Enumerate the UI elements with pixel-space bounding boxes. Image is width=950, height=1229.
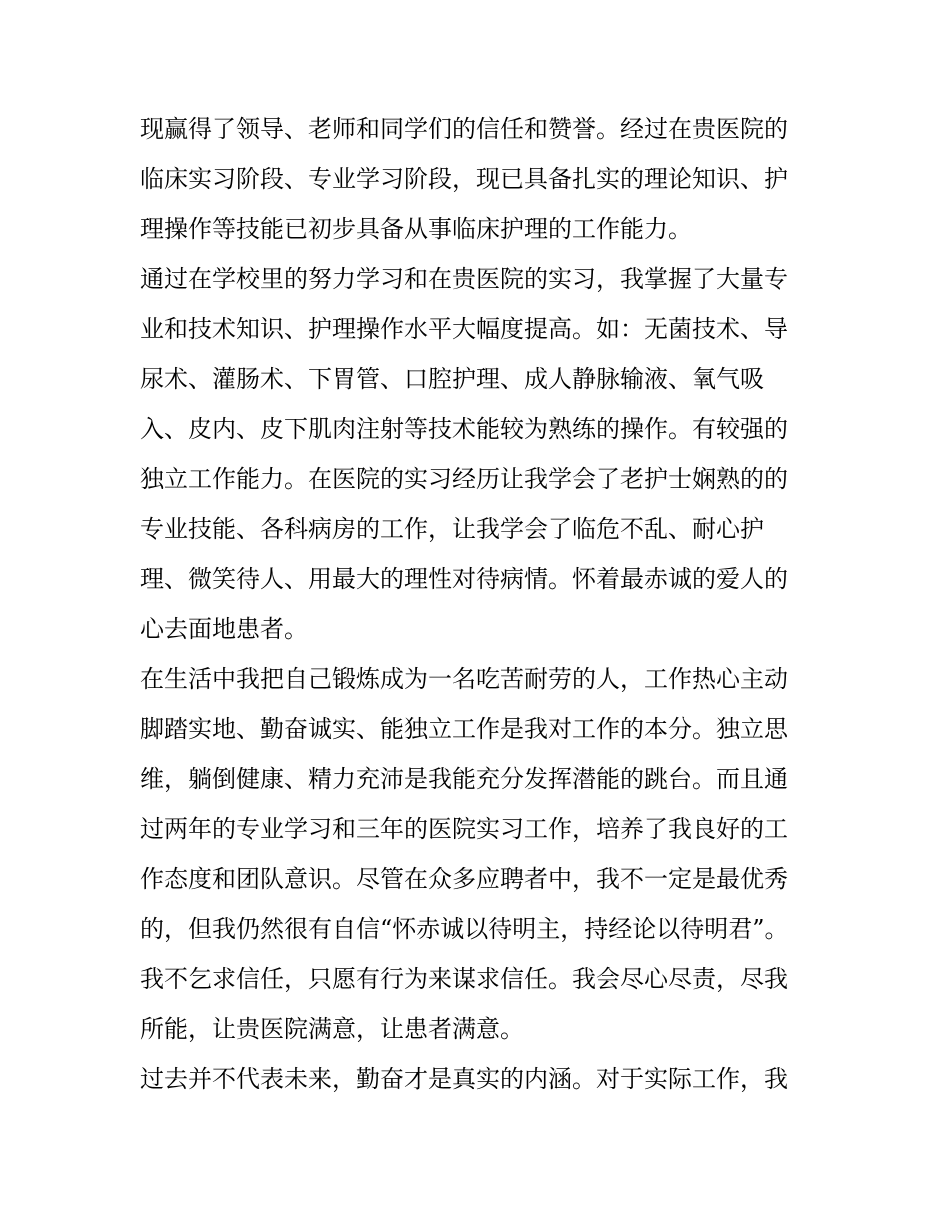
text-line: 独立工作能力。在医院的实习经历让我学会了老护士娴熟的的 (140, 465, 788, 493)
text-line: 的，但我仍然很有自信“怀赤诚以待明主，持经论以待明君”。 (140, 915, 789, 943)
text-line: 我不乞求信任，只愿有行为来谋求信任。我会尽心尽责，尽我 (140, 965, 788, 993)
body-text (140, 104, 830, 1104)
text-line: 过去并不代表未来，勤奋才是真实的内涵。对于实际工作，我 (140, 1065, 788, 1093)
text-line: 现赢得了领导、老师和同学们的信任和赞誉。经过在贵医院的 (140, 115, 788, 143)
text-line: 所能，让贵医院满意，让患者满意。 (140, 1015, 524, 1043)
text-line: 脚踏实地、勤奋诚实、能独立工作是我对工作的本分。独立思 (140, 715, 788, 743)
text-line: 入、皮内、皮下肌肉注射等技术能较为熟练的操作。有较强的 (140, 415, 788, 443)
text-line: 专业技能、各科病房的工作，让我学会了临危不乱、耐心护 (140, 515, 764, 543)
text-line: 作态度和团队意识。尽管在众多应聘者中，我不一定是最优秀 (140, 865, 788, 893)
text-line: 心去面地患者。 (140, 615, 308, 643)
text-line: 尿术、灌肠术、下胃管、口腔护理、成人静脉输液、氧气吸 (140, 365, 764, 393)
text-line: 通过在学校里的努力学习和在贵医院的实习，我掌握了大量专 (140, 265, 788, 293)
text-line: 临床实习阶段、专业学习阶段，现已具备扎实的理论知识、护 (140, 165, 788, 193)
text-line: 理、微笑待人、用最大的理性对待病情。怀着最赤诚的爱人的 (140, 565, 788, 593)
text-line: 理操作等技能已初步具备从事临床护理的工作能力。 (140, 215, 692, 243)
text-line: 在生活中我把自己锻炼成为一名吃苦耐劳的人，工作热心主动 (140, 665, 788, 693)
text-line: 过两年的专业学习和三年的医院实习工作，培养了我良好的工 (140, 815, 788, 843)
text-line: 业和技术知识、护理操作水平大幅度提高。如：无菌技术、导 (140, 315, 788, 343)
text-line: 维，躺倒健康、精力充沛是我能充分发挥潜能的跳台。而且通 (140, 765, 788, 793)
